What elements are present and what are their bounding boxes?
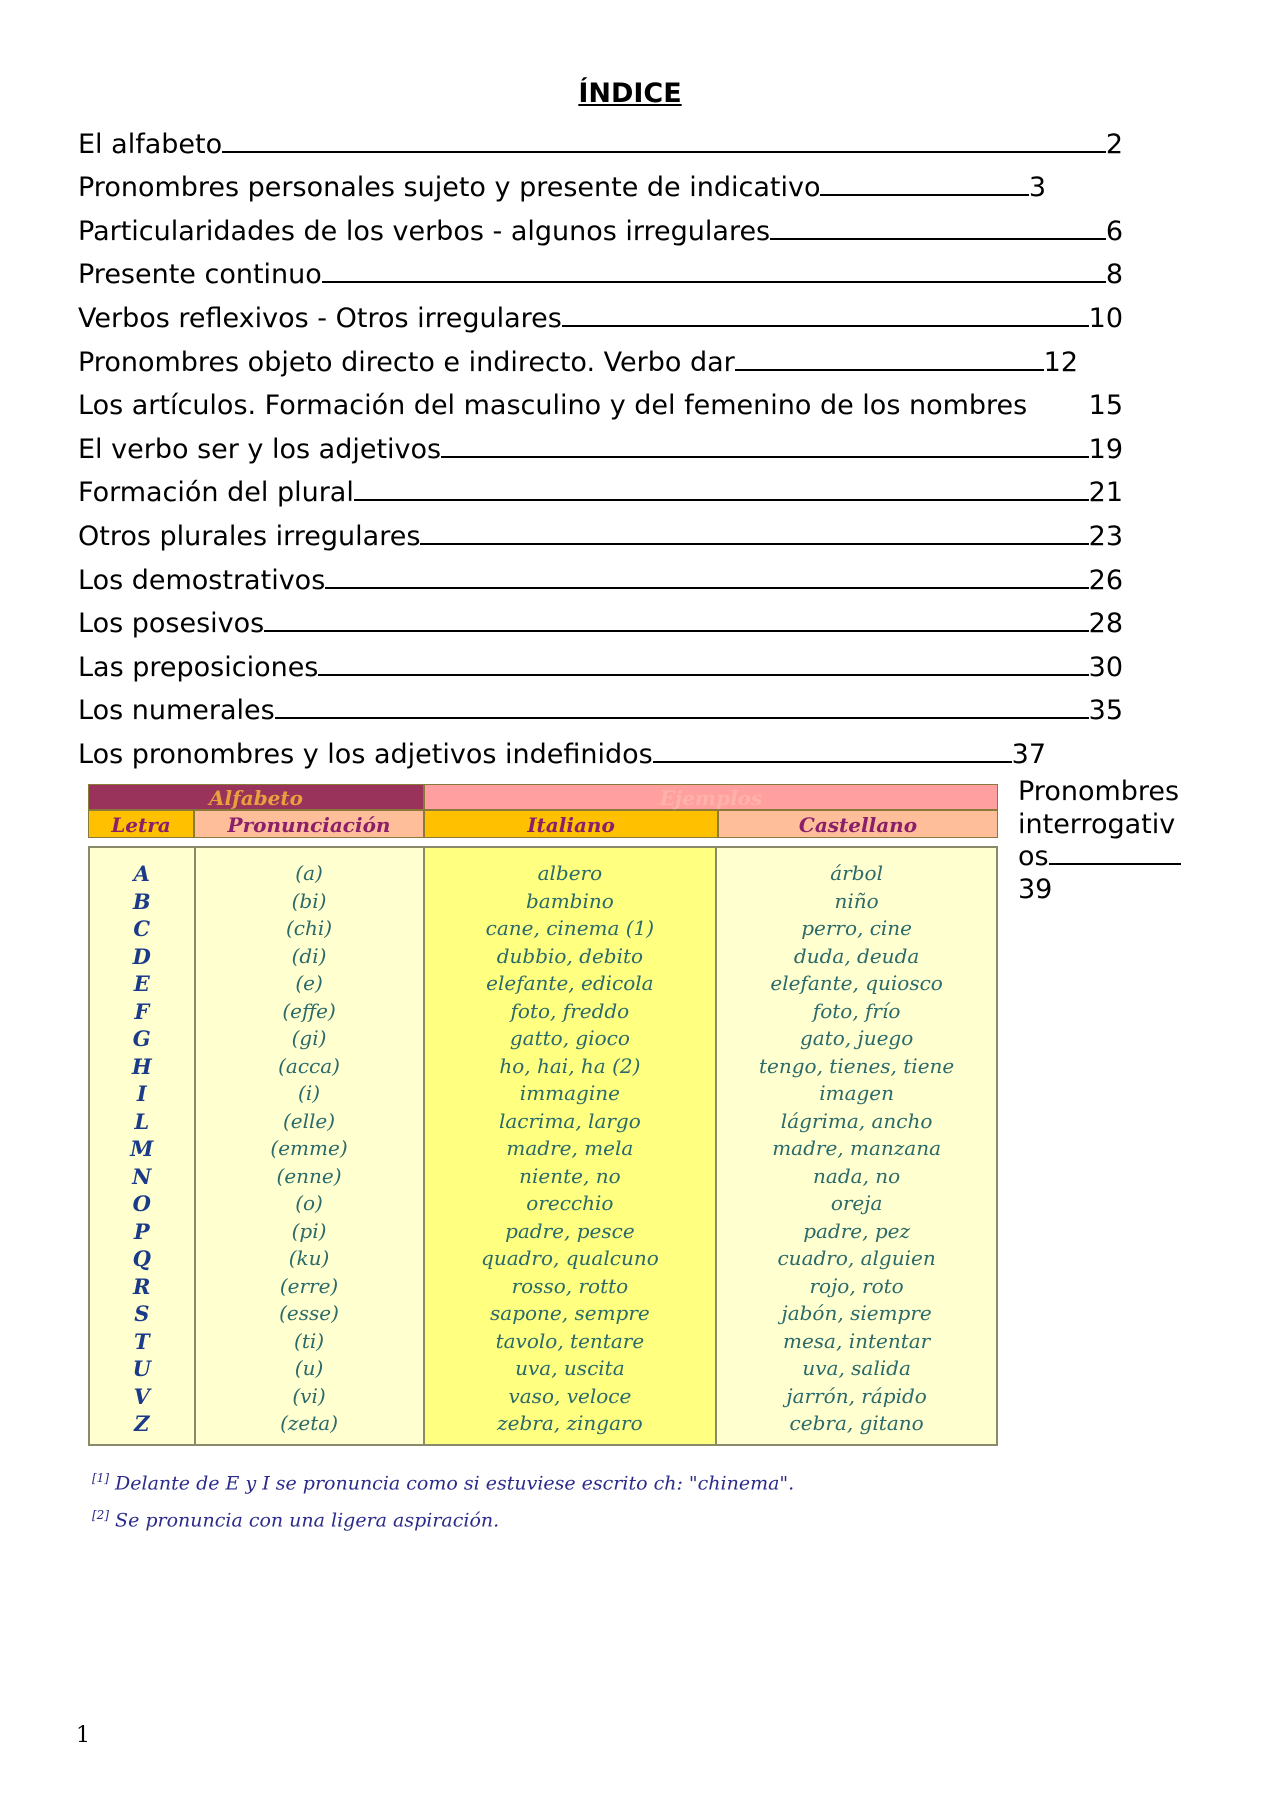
table-cell: sapone, sempre	[490, 1301, 650, 1325]
table-cell: vaso, veloce	[508, 1383, 632, 1408]
table-cell: (emme)	[270, 1136, 348, 1160]
table-cell: bambino	[525, 888, 614, 913]
toc-leader	[1049, 861, 1181, 865]
table-cell: padre, pez	[803, 1218, 911, 1243]
table-cell: (u)	[294, 1356, 324, 1380]
table-cell: C	[133, 916, 151, 941]
table-cell: orecchio	[526, 1191, 614, 1215]
table-cell: rojo, roto	[809, 1273, 904, 1298]
toc-entry	[78, 247, 1123, 291]
toc-entry-label: Los pronombres y los adjetivos indefinidos	[78, 738, 653, 770]
toc-entry-page: 6	[1105, 215, 1123, 247]
toc-entry	[78, 508, 1123, 552]
table-cell: (vi)	[292, 1383, 326, 1408]
table-cell: H	[131, 1053, 152, 1079]
table-cell: elefante, quiosco	[770, 971, 943, 995]
toc-entry	[78, 334, 1078, 378]
page-title: ÍNDICE	[578, 78, 682, 109]
table-cell: elefante, edicola	[486, 971, 654, 995]
header-italiano: Italiano	[424, 810, 718, 838]
table-cell: O	[132, 1191, 151, 1216]
toc-entry-page: 28	[1088, 608, 1123, 640]
toc-entry	[78, 290, 1123, 334]
table-cell: uva, salida	[802, 1356, 911, 1380]
table-cell: B	[132, 888, 151, 914]
alphabet-table	[88, 784, 998, 1446]
table-cell: (pi)	[291, 1218, 327, 1243]
table-cell: madre, manzana	[772, 1136, 942, 1160]
toc-entry-page: 30	[1088, 651, 1123, 683]
table-cell: I	[136, 1081, 147, 1106]
column-pronunciacion	[196, 848, 425, 1444]
toc-entry	[78, 465, 1123, 509]
toc-entry-label: Los demostrativos	[78, 564, 326, 596]
table-cell: albero	[537, 861, 603, 885]
table-cell: (bi)	[291, 888, 327, 913]
table-cell: dubbio, debito	[496, 943, 644, 968]
table-cell: oreja	[830, 1191, 883, 1215]
table-cell: (zeta)	[280, 1411, 339, 1435]
toc-entry-page: 8	[1105, 259, 1123, 291]
table-cell: madre, mela	[506, 1136, 634, 1160]
table-cell: (effe)	[282, 998, 336, 1023]
column-castellano	[717, 848, 996, 1444]
toc-entry	[78, 160, 1046, 204]
toc-entry	[78, 639, 1123, 683]
toc-entry-page: 23	[1088, 520, 1123, 552]
table-cell: (o)	[295, 1191, 323, 1215]
table-cell: tavolo, tentare	[495, 1328, 645, 1353]
toc-leader	[820, 194, 1028, 196]
toc-entry-page: 39	[1018, 873, 1053, 905]
table-cell: (di)	[291, 943, 327, 968]
toc-entry-page: 37	[1011, 738, 1046, 770]
table-cell: zebra, zingaro	[497, 1411, 643, 1435]
toc-entry-page: 26	[1088, 564, 1123, 596]
header-ejemplos: Ejemplos	[424, 784, 998, 810]
table-cell: cebra, gitano	[789, 1411, 924, 1435]
toc-entry-page: 21	[1088, 477, 1123, 509]
table-cell: uva, uscita	[515, 1356, 625, 1380]
toc-entry-page: 12	[1043, 346, 1078, 378]
toc-leader	[318, 674, 1088, 676]
table-cell: lacrima, largo	[498, 1108, 641, 1133]
toc-leader	[735, 369, 1044, 371]
table-cell: R	[133, 1273, 151, 1299]
table-cell: E	[133, 971, 150, 996]
table-cell: U	[132, 1356, 151, 1381]
table-cell: A	[133, 861, 150, 886]
table-cell: Q	[132, 1246, 151, 1271]
toc-entry	[78, 378, 1123, 422]
table-cell: gato, juego	[799, 1026, 914, 1050]
toc-entry-label: Pronombres objeto directo e indirecto. Verbo dar	[78, 346, 735, 378]
table-cell: cuadro, alguien	[777, 1246, 936, 1270]
table-cell: (erre)	[279, 1273, 339, 1298]
toc-entry-label: Particularidades de los verbos - algunos irregulares	[78, 215, 771, 247]
footnote	[92, 1499, 794, 1536]
toc-entry	[78, 421, 1123, 465]
table-cell: quadro, qualcuno	[481, 1246, 659, 1270]
table-cell: (ku)	[288, 1246, 330, 1270]
table-cell: P	[133, 1218, 150, 1244]
toc-entry-page: 15	[1088, 390, 1123, 422]
table-cell: jabón, siempre	[781, 1301, 932, 1325]
table-cell: foto, frío	[812, 998, 901, 1023]
table-cell: N	[132, 1163, 152, 1189]
toc-entry	[78, 596, 1123, 640]
toc-entry-label: Los posesivos	[78, 608, 265, 640]
table-cell: duda, deuda	[793, 943, 920, 968]
header-alfabeto: Alfabeto	[88, 784, 424, 810]
table-cell: (elle)	[283, 1108, 336, 1133]
table-cell: (i)	[298, 1081, 321, 1105]
table-column-headers	[88, 810, 998, 838]
toc-leader	[275, 717, 1089, 719]
table-cell: imagen	[819, 1081, 895, 1105]
toc-entry-label: Presente continuo	[78, 259, 322, 291]
toc-entry	[78, 203, 1123, 247]
toc-entry-label: Los artículos. Formación del masculino y del femenino de los nombres	[78, 390, 1028, 422]
table-of-contents	[78, 116, 1123, 770]
toc-entry-page: 10	[1088, 302, 1123, 334]
table-cell: jarrón, rápido	[786, 1383, 927, 1408]
table-cell: T	[133, 1328, 150, 1354]
footnote	[92, 1462, 794, 1499]
table-cell: lágrima, ancho	[780, 1108, 933, 1133]
table-cell: (e)	[295, 971, 323, 995]
toc-entry-side	[1018, 776, 1188, 906]
table-cell: F	[134, 998, 150, 1024]
table-cell: cane, cinema (1)	[485, 916, 655, 940]
footnote-text: Se pronuncia con una ligera aspiración.	[115, 1509, 500, 1532]
table-cell: padre, pesce	[505, 1218, 635, 1243]
table-cell: (enne)	[276, 1163, 342, 1188]
table-cell: immagine	[519, 1081, 620, 1105]
toc-entry-label: El verbo ser y los adjetivos	[78, 433, 442, 465]
table-cell: nada, no	[813, 1163, 901, 1188]
table-cell: G	[132, 1026, 151, 1051]
table-cell: niente, no	[519, 1163, 621, 1188]
toc-entry-label: El alfabeto	[78, 128, 223, 160]
table-cell: perro, cine	[801, 916, 913, 940]
toc-entry	[78, 552, 1123, 596]
toc-entry-page: 3	[1028, 172, 1046, 204]
table-cell: Z	[134, 1411, 150, 1436]
table-cell: L	[134, 1108, 150, 1134]
toc-leader	[222, 151, 1106, 153]
table-cell: rosso, rotto	[511, 1273, 629, 1298]
table-cell: mesa, intentar	[782, 1328, 931, 1353]
footnote-text: Delante de E y I se pronuncia como si estuviese escrito ch: "chinema".	[115, 1472, 795, 1495]
table-cell: tengo, tienes, tiene	[758, 1053, 955, 1078]
toc-leader	[653, 761, 1012, 763]
toc-entry-label: Las preposiciones	[78, 651, 319, 683]
footnote-mark: [1]	[92, 1471, 109, 1485]
toc-leader	[325, 587, 1088, 589]
page-number: 1	[76, 1723, 90, 1748]
toc-leader	[441, 456, 1089, 458]
toc-entry	[78, 726, 1046, 770]
table-cell: (gi)	[291, 1026, 327, 1050]
footnote-mark: [2]	[92, 1508, 109, 1523]
header-pronunciacion: Pronunciación	[194, 810, 424, 838]
table-group-header	[88, 784, 998, 810]
toc-leader	[420, 543, 1088, 545]
toc-entry-label: Otros plurales irregulares	[78, 520, 421, 552]
toc-entry-page: 19	[1088, 433, 1123, 465]
table-cell: V	[133, 1383, 150, 1409]
toc-entry-label: Formación del plural	[78, 477, 354, 509]
table-cell: árbol	[830, 861, 883, 885]
table-cell: D	[132, 943, 151, 969]
toc-entry-page: 35	[1088, 695, 1123, 727]
header-letra: Letra	[88, 810, 194, 838]
toc-entry	[78, 683, 1123, 727]
toc-leader	[264, 630, 1088, 632]
table-cell: S	[134, 1301, 150, 1326]
table-cell: (ti)	[294, 1328, 325, 1353]
column-letra	[90, 848, 196, 1444]
toc-entry-page: 2	[1105, 128, 1123, 160]
toc-entry-label: Los numerales	[78, 695, 275, 727]
toc-entry-label: Pronombres interrogativos	[1018, 776, 1180, 872]
column-italiano	[425, 848, 718, 1444]
table-cell: foto, freddo	[510, 998, 630, 1023]
toc-entry-label: Pronombres personales sujeto y presente de indicativo	[78, 172, 821, 204]
table-cell: M	[130, 1136, 154, 1161]
toc-leader	[322, 281, 1106, 283]
toc-entry-label: Verbos reflexivos - Otros irregulares	[78, 302, 562, 334]
table-cell: niño	[834, 888, 879, 913]
table-cell: (a)	[295, 861, 323, 885]
table-cell: gatto, gioco	[509, 1026, 630, 1050]
toc-leader	[562, 325, 1089, 327]
header-castellano: Castellano	[718, 810, 998, 838]
toc-leader	[770, 238, 1106, 240]
table-cell: ho, hai, ha (2)	[499, 1053, 641, 1078]
table-cell: (chi)	[285, 916, 333, 940]
toc-entry	[78, 116, 1123, 160]
toc-leader	[354, 499, 1089, 501]
table-cell: (acca)	[278, 1053, 340, 1078]
table-footnotes	[92, 1462, 794, 1537]
table-body	[88, 846, 998, 1446]
table-cell: (esse)	[279, 1301, 339, 1325]
